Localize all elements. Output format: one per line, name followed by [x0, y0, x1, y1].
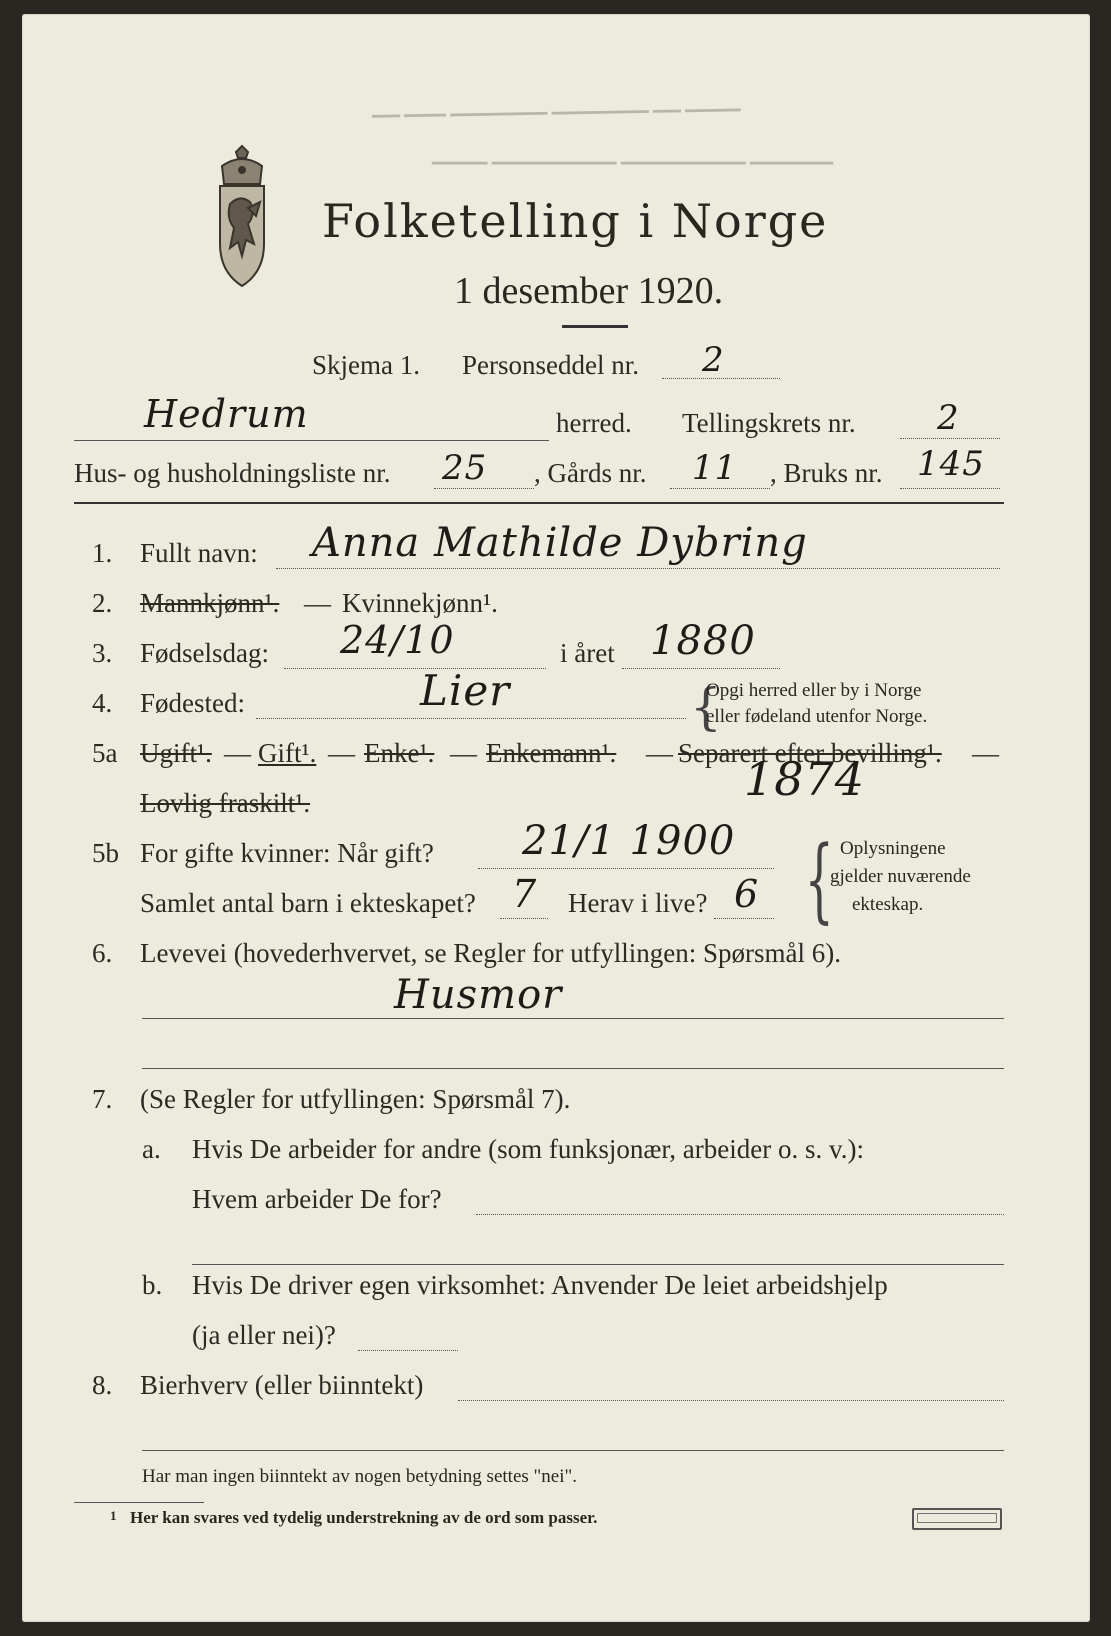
- q5b-note-line2: gjelder nuværende: [830, 866, 971, 887]
- q5a-number: 5a: [92, 738, 118, 768]
- q7-number: 7.: [92, 1084, 113, 1114]
- tellingskrets-label: Tellingskrets nr.: [682, 408, 856, 438]
- gards-value[interactable]: 11: [692, 448, 738, 488]
- q1-full-name-value[interactable]: Anna Mathilde Dybring: [312, 520, 808, 566]
- q2-separator: —: [304, 588, 331, 618]
- herred-label: herred.: [556, 408, 632, 438]
- q5b-note-brace: {: [804, 826, 834, 933]
- q5a-dash: —: [646, 738, 673, 768]
- q4-note-brace: {: [690, 678, 722, 736]
- q5b-alive-label: Herav i live?: [568, 888, 708, 918]
- q5b-line: [478, 868, 774, 869]
- herred-value[interactable]: Hedrum: [144, 392, 309, 436]
- q5a-dash: —: [224, 738, 251, 768]
- bruks-value[interactable]: 145: [917, 444, 985, 484]
- tellingskrets-value[interactable]: 2: [937, 398, 960, 438]
- q5a-dash: —: [450, 738, 477, 768]
- husliste-value[interactable]: 25: [442, 448, 488, 488]
- q7b-line: [358, 1350, 458, 1351]
- q3-year-value[interactable]: 1880: [650, 618, 756, 664]
- q2-option-male[interactable]: Mannkjønn¹.: [140, 588, 280, 618]
- personseddel-value[interactable]: 2: [702, 340, 725, 380]
- q7b-number: b.: [142, 1270, 163, 1300]
- q5b-children-label: Samlet antal barn i ekteskapet?: [140, 888, 476, 918]
- printer-stamp: [912, 1508, 1002, 1530]
- q7a-label: Hvis De arbeider for andre (som funksjonær, arbeider o. s. v.):: [192, 1134, 864, 1164]
- husliste-label: Hus- og husholdningsliste nr.: [74, 458, 391, 488]
- q4-note-line2: eller fødeland utenfor Norge.: [706, 706, 928, 727]
- q7b-label: Hvis De driver egen virksomhet: Anvender De leiet arbeidshjelp: [192, 1270, 888, 1300]
- q4-birthplace-value[interactable]: Lier: [420, 666, 511, 715]
- q6-label: Levevei (hovederhvervet, se Regler for utfyllingen: Spørsmål 6).: [140, 938, 842, 968]
- q5b-children-value[interactable]: 7: [512, 872, 538, 916]
- q7a-line1: [476, 1214, 1004, 1215]
- bleed-through-text: ▁▁ ▁▁▁ ▁▁▁▁▁▁▁ ▁▁▁▁▁▁▁ ▁▁ ▁▁▁▁: [371, 90, 741, 118]
- q3-year-line: [622, 668, 780, 669]
- q4-number: 4.: [92, 688, 113, 718]
- q4-note-line1: Opgi herred eller by i Norge: [706, 680, 922, 701]
- form-title: Folketelling i Norge: [322, 194, 829, 248]
- husliste-line: [434, 488, 534, 489]
- q5a-handwritten-year[interactable]: 1874: [744, 752, 866, 806]
- footnote-text: Her kan svares ved tydelig understrekning av de ord som passer.: [130, 1508, 598, 1527]
- q1-number: 1.: [92, 538, 113, 568]
- coat-of-arms-icon: [206, 144, 278, 298]
- q5a-option-enke[interactable]: Enke¹.: [364, 738, 435, 768]
- tellingskrets-line: [900, 438, 1000, 439]
- q6-number: 6.: [92, 938, 113, 968]
- q5a-option-enkemann[interactable]: Enkemann¹.: [486, 738, 617, 768]
- q5a-option-separert[interactable]: Separert efter bevilling¹.: [678, 738, 942, 768]
- q1-line: [276, 568, 1000, 569]
- bruks-line: [900, 488, 1000, 489]
- footer-note: Har man ingen biinntekt av nogen betydning settes "nei".: [142, 1466, 577, 1487]
- q4-label: Fødested:: [140, 688, 245, 718]
- q7a-label2: Hvem arbeider De for?: [192, 1184, 442, 1214]
- q7-label: (Se Regler for utfyllingen: Spørsmål 7).: [140, 1084, 571, 1114]
- q6-occupation-value[interactable]: Husmor: [394, 972, 563, 1018]
- q5b-note-line3: ekteskap.: [852, 894, 924, 915]
- q6-line2: [142, 1068, 1004, 1069]
- q7a-line2: [192, 1264, 1004, 1265]
- q1-label: Fullt navn:: [140, 538, 258, 568]
- q3-number: 3.: [92, 638, 113, 668]
- census-form-sheet: [22, 14, 1090, 1622]
- q5b-married-date-value[interactable]: 21/1 1900: [522, 818, 736, 864]
- q4-line: [256, 718, 686, 719]
- q5b-label: For gifte kvinner: Når gift?: [140, 838, 434, 868]
- q5a-option-lovlig-fraskilt[interactable]: Lovlig fraskilt¹.: [140, 788, 311, 818]
- q3-birthdate-value[interactable]: 24/10: [340, 618, 455, 662]
- q5a-dash: —: [972, 738, 999, 768]
- personseddel-label: Personseddel nr.: [462, 350, 639, 380]
- q8-number: 8.: [92, 1370, 113, 1400]
- q5b-alive-value[interactable]: 6: [734, 872, 760, 916]
- q5b-number: 5b: [92, 838, 119, 868]
- q2-number: 2.: [92, 588, 113, 618]
- q7b-label2: (ja eller nei)?: [192, 1320, 336, 1350]
- q8-line2: [142, 1450, 1004, 1451]
- q8-line1: [458, 1400, 1004, 1401]
- form-subtitle: 1 desember 1920.: [454, 270, 724, 312]
- schema-label: Skjema 1.: [312, 350, 420, 380]
- footnote-number: 1: [110, 1508, 117, 1523]
- q5b-children-line: [500, 918, 548, 919]
- title-divider: [562, 325, 628, 328]
- bruks-label: , Bruks nr.: [770, 458, 883, 488]
- q2-option-female[interactable]: Kvinnekjønn¹.: [342, 588, 498, 618]
- q7a-number: a.: [142, 1134, 161, 1164]
- q8-label: Bierhverv (eller biinntekt): [140, 1370, 424, 1400]
- q3-year-label: i året: [560, 638, 615, 668]
- q5a-option-ugift[interactable]: Ugift¹.: [140, 738, 212, 768]
- herred-line: [74, 440, 549, 441]
- header-divider: [74, 502, 1004, 504]
- gards-label: , Gårds nr.: [534, 458, 647, 488]
- footnote-rule: [74, 1502, 204, 1503]
- gards-line: [670, 488, 770, 489]
- q3-label: Fødselsdag:: [140, 638, 270, 668]
- q5b-alive-line: [714, 918, 774, 919]
- bleed-through-text: ▁▁▁▁ ▁▁▁▁▁▁▁▁▁ ▁▁▁▁▁▁▁▁▁ ▁▁▁▁▁▁: [432, 144, 834, 164]
- q5a-dash: —: [328, 738, 355, 768]
- q5b-note-line1: Oplysningene: [840, 838, 946, 859]
- q6-line1: [142, 1018, 1004, 1019]
- q5a-option-gift[interactable]: Gift¹.: [258, 738, 317, 768]
